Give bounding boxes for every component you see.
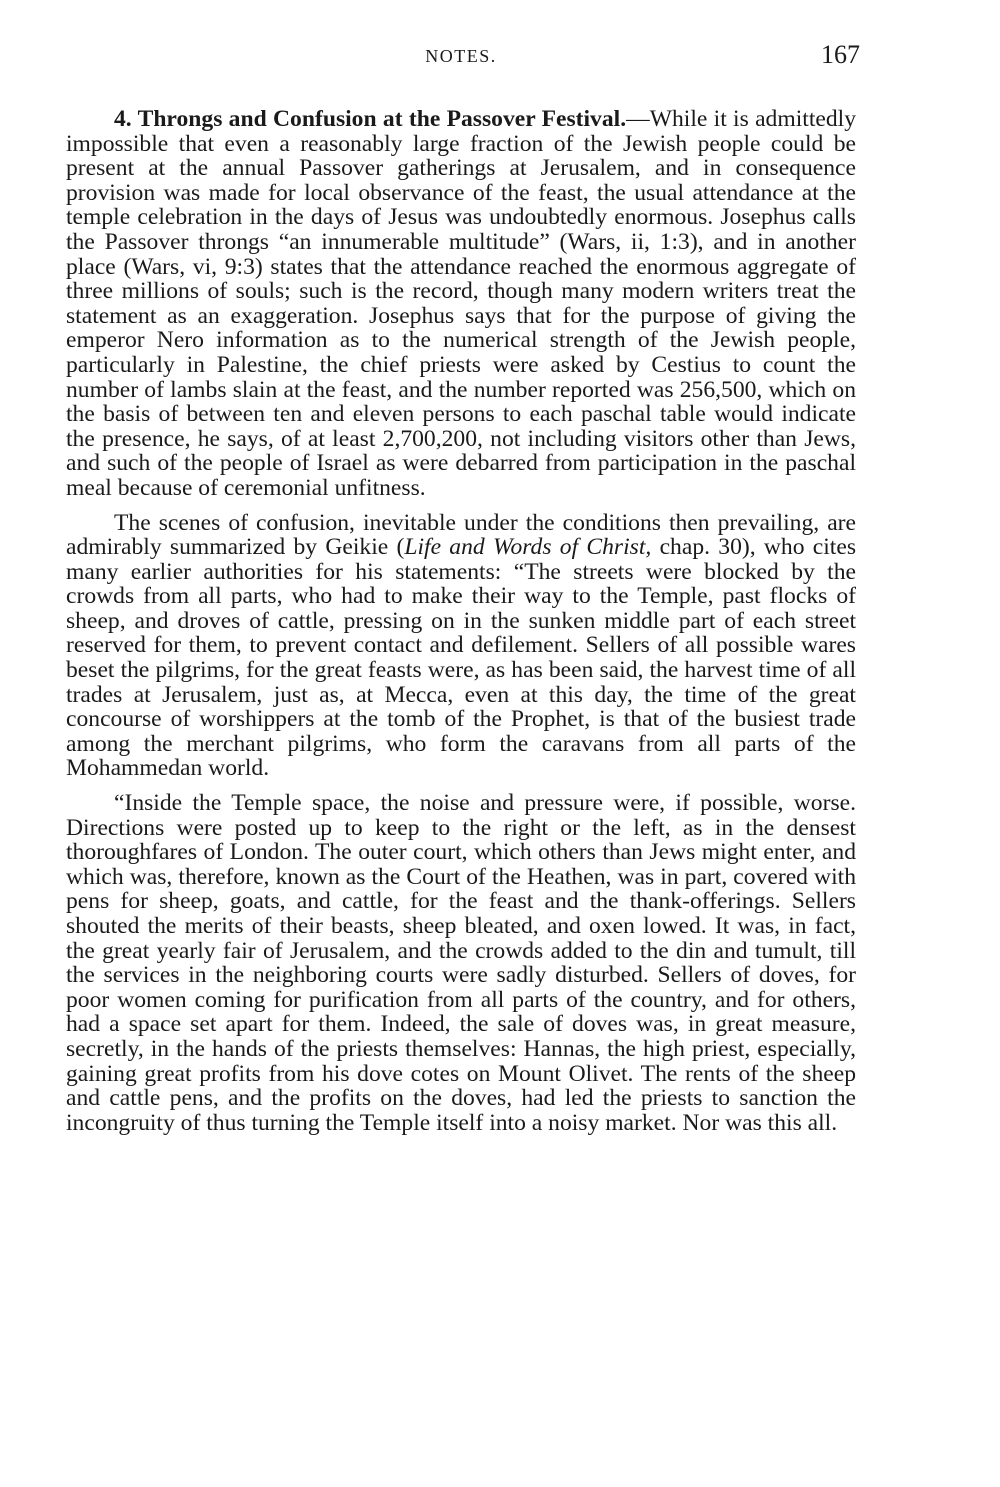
running-title: NOTES. xyxy=(425,46,497,66)
paragraph-2-text-start: The scenes of confusion, inevitable under the conditions then prevailing, are admirably summarized by Geikie ( xyxy=(66,509,856,561)
paragraph-2-text-end: chap. 30), who cites many earlier authorities for his statements: “The streets were blocked by the crowds from all parts, who had to make their way to the Temple, past flocks of sheep, and droves of cattle, pressing on in the sunken middle part of each street reserved for them, to prevent contact and defilement. Sellers of all possible wares beset the pilgrims, for the great feasts were, as has been said, the harvest time of all trades at Jerusalem, just as, at Mecca, even at this day, the time of the great concourse of worshippers at the tomb of the Prophet, is that of the busiest trade among the merchant pilgrims, who form the caravans from all parts of the Mohammedan world. xyxy=(66,534,857,782)
note-heading-text: Throngs and Confusion at the Passover Festival. xyxy=(137,106,627,132)
paragraph-1-text: —While it is admittedly impossible that even a reasonably large fraction of the Jewish people could be present at the annual Passover gatherings at Jerusalem, and in consequence provision was made for local observance of the feast, the usual attendance at the temple celebration in the days of Jesus was undoubtedly enormous. Josephus calls the Passover throngs “an innumerable multitude” (Wars, ii, 1:3), and in another place (Wars, vi, 9:3) states that the attendance reached the enormous aggregate of three millions of souls; such is the record, though many modern writers treat the statement as an exaggeration. Josephus says that for the purpose of giving the emperor Nero information as to the numerical strength of the Jewish people, particularly in Palestine, the chief priests were asked by Cestius to count the number of lambs slain at the feast, and the number reported was 256,500, which on the basis of between ten and eleven persons to each paschal table would indicate the presence, he says, of at least 2,700,200, not including visitors other than Jews, and such of the people of Israel as were debarred from participation in the paschal meal because of ceremonial unfitness. xyxy=(66,106,856,501)
book-title: Life and Words of Christ, xyxy=(404,534,652,561)
note-paragraph-1 xyxy=(66,107,856,501)
page-content xyxy=(66,40,860,1136)
running-head xyxy=(66,40,860,80)
note-heading xyxy=(114,106,626,132)
note-paragraph-3 xyxy=(66,791,856,1135)
page-number: 167 xyxy=(821,40,860,69)
paragraph-3-text: “Inside the Temple space, the noise and pressure were, if possible, worse. Directions were posted up to keep to the right or the left, as in the densest thoroughfares of London. The outer court, which others than Jews might enter, and which was, therefore, known as the Court of the Heathen, was in part, covered with pens for sheep, goats, and cattle, for the feast and the thank-offerings. Sellers shouted the merits of their beasts, sheep bleated, and oxen lowed. It was, in fact, the great yearly fair of Jerusalem, and the crowds added to the din and tumult, till the services in the neighboring courts were sadly disturbed. Sellers of doves, for poor women coming for purification from all parts of the country, and for others, had a space set apart for them. Indeed, the sale of doves was, in great measure, secretly, in the hands of the priests themselves: Hannas, the high priest, especially, gaining great profits from his dove cotes on Mount Olivet. The rents of the sheep and cattle pens, and the profits on the doves, had led the priests to sanction the incongruity of thus turning the Temple itself into a noisy market. Nor was this all. xyxy=(66,790,856,1136)
note-number: 4. xyxy=(114,106,132,132)
note-paragraph-2 xyxy=(66,511,856,782)
